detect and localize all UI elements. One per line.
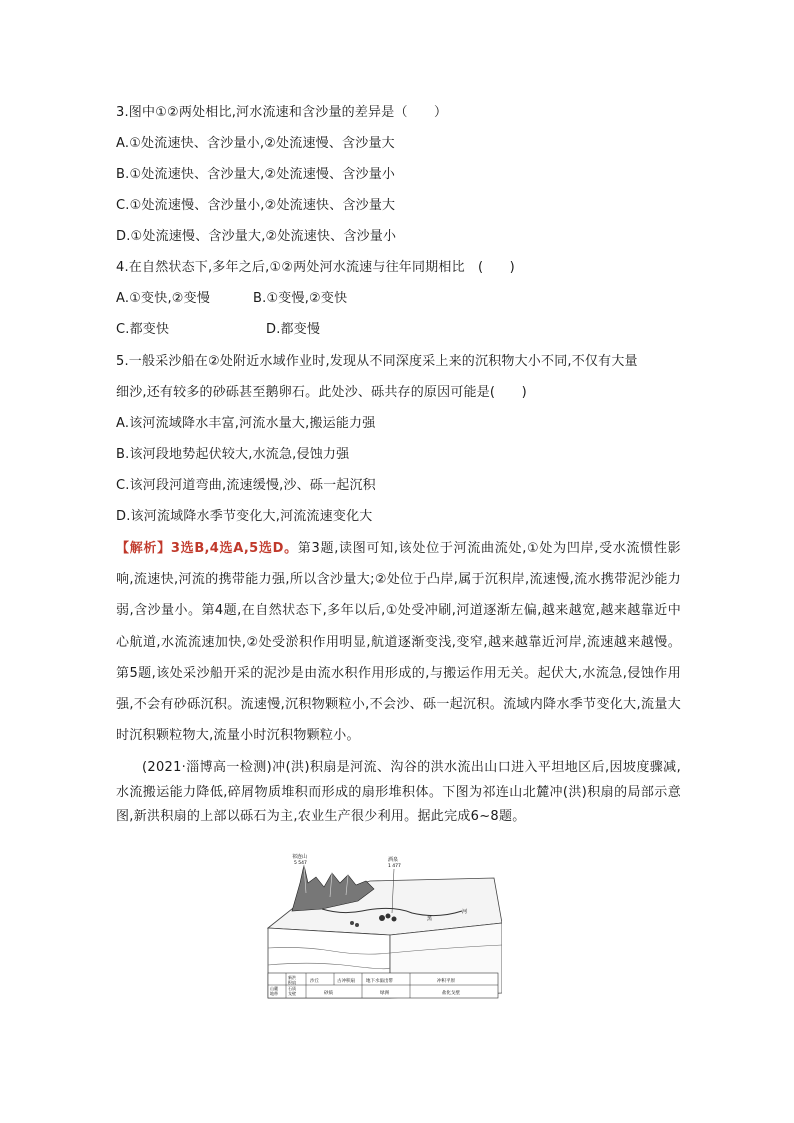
peak1-name: 祁连山 [292,854,308,860]
q5-option-d: D.该河流域降水季节变化大,河流流速变化大 [116,509,373,524]
legend-cell: 山麓 [270,986,278,991]
legend-cell: 冲积平原 [437,979,455,984]
oasis-dot [392,917,397,922]
oasis-dot [350,921,354,925]
q5-option-a: A.该河流域降水丰富,河流水量大,搬运能力强 [116,416,376,431]
q4-option-d: D.都变慢 [266,322,321,337]
legend-cell: 砂质 [324,991,333,996]
oasis-dot [355,923,359,927]
intro-text: 冲(洪)积扇是河流、沟谷的洪水流出山口进入平坦地区后,因坡度骤减,水流搬运能力降低,碎屑物质堆积而形成的扇形堆积体。下图为祁连山北麓冲(洪)积扇的局部示意图,新洪积扇的上部以砾石为主,农业生产很少利用。据此完成6~8题。 [116,760,682,824]
q3-option-b: B.①处流速快、含沙量大,②处流速慢、含沙量小 [116,167,396,182]
q3-stem: 3.图中①②两处相比,河水流速和含沙量的差异是（ ） [116,105,448,120]
intro-paragraph [116,756,681,830]
q4-option-a: A.①变快,②变慢 [116,291,211,306]
analysis-label: 【解析】 [116,541,171,556]
legend-cell: 盐化戈壁 [442,991,460,996]
legend-cell: 新洪 [288,975,296,980]
analysis-text: 第3题,读图可知,该处位于河流曲流处,①处为凹岸,受水流惯性影响,流速快,河流的携带能力强,所以含沙量大;②处位于凸岸,属于沉积岸,流速慢,流水携带泥沙能力弱,含沙量小。第4题,在自然状态下,多年以后,①处受冲刷,河道逐渐左偏,越来越宽,越来越靠近中心航道,水流流速加快,②处受淤积作用明显,航道逐渐变浅,变窄,越来越靠近河岸,流速越来越慢。第5题,该处采沙船开采的泥沙是由流水积作用形成的,与搬运作用无关。起伏大,水流急,侵蚀作用强,不会有砂砾沉积。流速慢,沉积物颗粒小,不会沙、砾一起沉积。流域内降水季节变化大,流量大时沉积颗粒物大,流量小时沉积物颗粒小。 [116,541,681,744]
q4-option-b: B.①变慢,②变快 [253,291,348,306]
river-label2: 河 [462,909,468,915]
legend-cell: 地带 [270,991,278,996]
peak2-name: 酒泉 [388,857,399,863]
q5-stem-line1: 5.一般采沙船在②处附近水域作业时,发现从不同深度采上来的沉积物大小不同,不仅有大量 [116,354,638,369]
legend-cell: 戈壁 [288,991,296,996]
q3-option-d: D.①处流速慢、含沙量大,②处流速快、含沙量小 [116,229,397,244]
legend-cell: 沙丘 [310,979,319,984]
legend-cell: 石质 [288,986,296,991]
analysis-paragraph [116,533,681,751]
q5-option-b: B.该河段地势起伏较大,水流急,侵蚀力强 [116,447,350,462]
oasis-dot [386,914,391,919]
legend-cell: 古冲积扇 [337,979,355,984]
q5-stem-line2: 细沙,还有较多的砂砾甚至鹅卵石。此处沙、砾共存的原因可能是( ) [116,385,527,400]
analysis-answers: 3选B,4选A,5选D。 [170,541,298,556]
q5-option-c: C.该河段河道弯曲,流速缓慢,沙、砾一起沉积 [116,478,376,493]
legend-cell: 积扇 [288,980,296,985]
peak2-height: 1 477 [388,864,401,869]
q4-stem: 4.在自然状态下,多年之后,①②两处河水流速与往年同期相比 ( ) [116,260,515,275]
q3-option-c: C.①处流速慢、含沙量小,②处流速快、含沙量大 [116,198,396,213]
q3-option-a: A.①处流速快、含沙量小,②处流速慢、含沙量大 [116,136,395,151]
river-label: 黑 [427,916,433,922]
legend-cell: 地下水溢出带 [366,979,393,984]
legend-cell: 绿洲 [380,991,389,996]
peak1-height: 5 547 [294,861,307,866]
q4-option-c: C.都变快 [116,322,170,337]
intro-source: (2021·淄博高一检测) [142,760,273,775]
alluvial-fan-diagram [262,853,502,1003]
oasis-dot [379,915,385,921]
